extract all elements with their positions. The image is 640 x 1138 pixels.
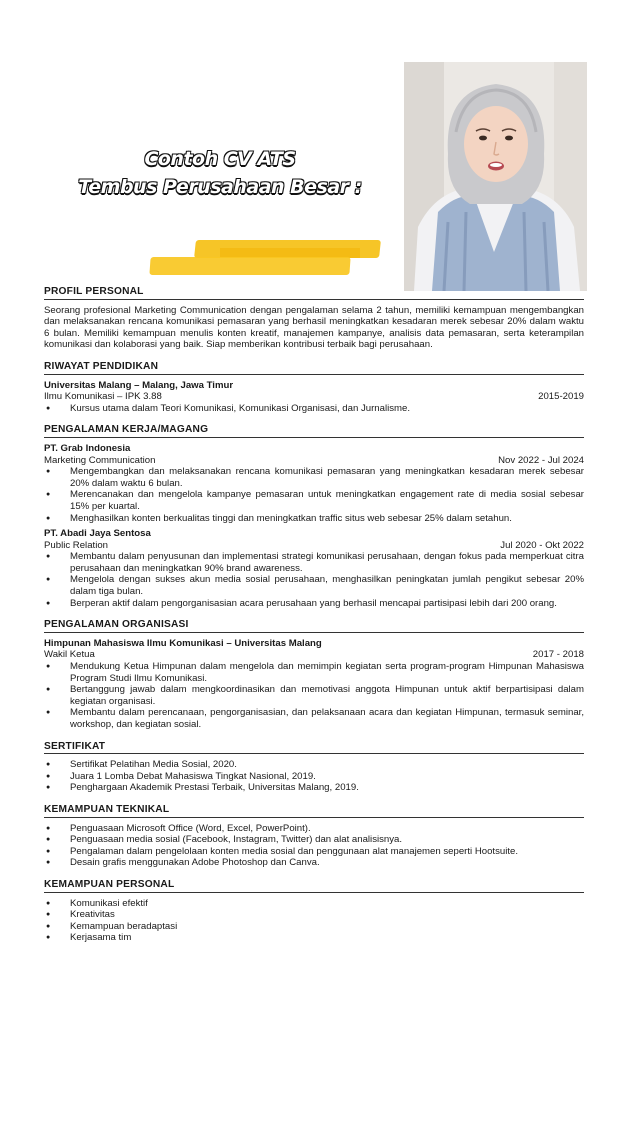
technical-skill-bullets <box>44 823 584 869</box>
list-item: ● Pengalaman dalam pengelolaan konten media sosial dan penggunaan alat manajemen seperti Hootsuite. <box>44 846 584 858</box>
section-title: KEMAMPUAN TEKNIKAL <box>44 804 584 818</box>
list-item: ● Penguasaan media sosial (Facebook, Instagram, Twitter) dan alat analisisnya. <box>44 834 584 846</box>
profile-summary: Seorang profesional Marketing Communication dengan pengalaman selama 2 tahun, memiliki kemampuan mengembangkan dan melaksanakan rencana komunikasi pemasaran yang berhasil meningkatkan kesadaran merek sebesar 20% dalam waktu 6 bulan. Memiliki kemampuan menulis konten kreatif, manajemen kampanye, analisis data pemasaran, serta keterampilan komunikasi dan kolaborasi yang baik. Siap memberikan kontribusi terbaik bagi perusahaan. <box>44 304 584 351</box>
section-sertifikat <box>44 741 584 794</box>
list-item: ● Sertifikat Pelatihan Media Sosial, 2020. <box>44 759 584 771</box>
list-item: ● Komunikasi efektif <box>44 898 584 910</box>
certificate-bullets <box>44 759 584 794</box>
list-item: ● Penghargaan Akademik Prestasi Terbaik, Universitas Malang, 2019. <box>44 782 584 794</box>
list-item: ● Membantu dalam penyusunan dan implementasi strategi komunikasi perusahaan, dengan fokus pada memperkuat citra perusahaan dan meningkatkan 90% brand awareness. <box>44 551 584 574</box>
presenter-portrait <box>404 62 587 291</box>
company-name: PT. Abadi Jaya Sentosa <box>44 528 151 540</box>
video-title-line1: Contoh CV ATS <box>144 148 296 170</box>
job-entry <box>44 443 584 524</box>
list-item: ● Mengelola dengan sukses akun media sosial perusahaan, menghasilkan peningkatan jumlah pengikut sebesar 20% dalam tiga bulan. <box>44 574 584 597</box>
section-profil-personal <box>44 286 584 351</box>
job-bullets <box>44 551 584 609</box>
list-item: ● Mengembangkan dan melaksanakan rencana komunikasi pemasaran yang meningkatkan kesadaran merek sebesar 20% dalam waktu 6 bulan. <box>44 466 584 489</box>
video-title-line2: Tembus Perusahaan Besar : <box>78 176 362 198</box>
yellow-highlight-marker <box>150 240 390 278</box>
job-bullets <box>44 466 584 524</box>
company-name: PT. Grab Indonesia <box>44 442 131 454</box>
list-item: ● Kemampuan beradaptasi <box>44 921 584 933</box>
section-pengalaman-kerja <box>44 424 584 609</box>
organization-name: Himpunan Mahasiswa Ilmu Komunikasi – Universitas Malang <box>44 637 322 649</box>
job-role: Marketing Communication <box>44 454 156 466</box>
major-gpa: Ilmu Komunikasi – IPK 3.88 <box>44 391 162 403</box>
section-pengalaman-organisasi <box>44 619 584 730</box>
list-item: ● Menghasilkan konten berkualitas tinggi dan meningkatkan traffic situs web sebesar 25% dalam setahun. <box>44 513 584 525</box>
list-item: ● Juara 1 Lomba Debat Mahasiswa Tingkat Nasional, 2019. <box>44 771 584 783</box>
list-item: ● Bertanggung jawab dalam mengkoordinasikan dan memotivasi anggota Himpunan untuk aktif berpartisipasi dalam kegiatan organisasi. <box>44 684 584 707</box>
section-kemampuan-teknikal <box>44 804 584 869</box>
list-item: ● Merencanakan dan mengelola kampanye pemasaran untuk meningkatkan engagement rate di media sosial sebesar 15% per kuartal. <box>44 489 584 512</box>
organization-bullets <box>44 661 584 731</box>
list-item: ● Desain grafis menggunakan Adobe Photoshop dan Canva. <box>44 857 584 869</box>
section-title: KEMAMPUAN PERSONAL <box>44 879 584 893</box>
education-years: 2015-2019 <box>538 391 584 403</box>
list-item: ● Penguasaan Microsoft Office (Word, Excel, PowerPoint). <box>44 823 584 835</box>
section-title: SERTIFIKAT <box>44 741 584 755</box>
presenter-illustration <box>404 62 587 291</box>
section-riwayat-pendidikan <box>44 361 584 414</box>
section-title: RIWAYAT PENDIDIKAN <box>44 361 584 375</box>
section-kemampuan-personal <box>44 879 584 944</box>
highlight-stroke-bottom <box>149 257 350 275</box>
organization-role: Wakil Ketua <box>44 649 95 661</box>
job-period: Jul 2020 - Okt 2022 <box>500 539 584 551</box>
job-period: Nov 2022 - Jul 2024 <box>498 454 584 466</box>
section-title: PENGALAMAN ORGANISASI <box>44 619 584 633</box>
list-item: ● Mendukung Ketua Himpunan dalam mengelola dan memimpin kegiatan serta program-program Himpunan Mahasiswa Program Studi Ilmu Komunikasi. <box>44 661 584 684</box>
section-title: PROFIL PERSONAL <box>44 286 584 300</box>
education-bullets <box>44 403 584 415</box>
list-item: ● Kerjasama tim <box>44 932 584 944</box>
list-item: ● Membantu dalam perencanaan, pengorganisasian, dan pelaksanaan acara dan kegiatan Himpunan, termasuk seminar, workshop, dan kegiatan sosial. <box>44 707 584 730</box>
job-entry <box>44 528 584 609</box>
resume-document <box>44 286 584 954</box>
list-item: ● Kursus utama dalam Teori Komunikasi, Komunikasi Organisasi, dan Jurnalisme. <box>44 403 584 415</box>
organization-period: 2017 - 2018 <box>532 649 584 661</box>
personal-skill-bullets <box>44 898 584 944</box>
list-item: ● Berperan aktif dalam pengorganisasian acara perusahaan yang berhasil mencapai partisipasi lebih dari 200 orang. <box>44 598 584 610</box>
school-name: Universitas Malang – Malang, Jawa Timur <box>44 379 234 391</box>
list-item: ● Kreativitas <box>44 909 584 921</box>
job-role: Public Relation <box>44 539 108 551</box>
section-title: PENGALAMAN KERJA/MAGANG <box>44 424 584 438</box>
